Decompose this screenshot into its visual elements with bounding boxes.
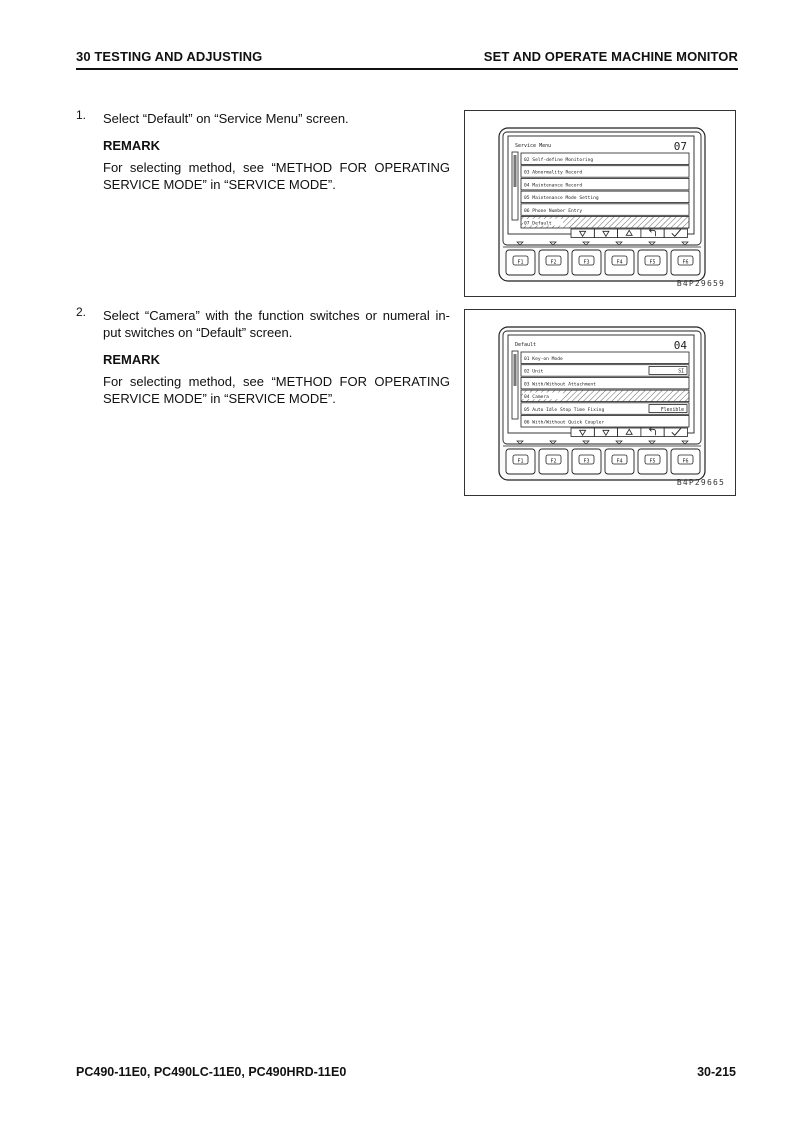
menu-item-label: 05 Auto Idle Stop Time Fixing xyxy=(524,407,605,413)
figure-code: B4P29659 xyxy=(676,279,725,288)
function-key-label: F1 xyxy=(517,458,524,465)
scrollbar-thumb xyxy=(514,155,517,187)
remark-label: REMARK xyxy=(103,352,161,367)
function-key-f3 xyxy=(572,449,601,474)
menu-item-label: 06 Phone Number Entry xyxy=(524,208,583,214)
function-key-label: F3 xyxy=(583,259,590,266)
screen-title: Service Menu xyxy=(515,143,552,149)
menu-item-label: 04 Maintenance Record xyxy=(524,183,583,189)
function-key-f3 xyxy=(572,250,601,275)
monitor-illustration xyxy=(465,310,735,495)
menu-item xyxy=(521,153,689,165)
function-key-f6 xyxy=(671,250,700,275)
menu-item-label: 02 Self-define Monitoring xyxy=(524,158,594,163)
screen-number-box xyxy=(674,140,687,153)
function-key-label: F3 xyxy=(583,458,590,465)
header-rule xyxy=(76,68,738,70)
menu-item-label: 04 Camera xyxy=(524,395,549,401)
function-key-f1 xyxy=(506,250,535,275)
menu-item xyxy=(521,403,689,415)
footer-model: PC490-11E0, PC490LC-11E0, PC490HRD-11E0 xyxy=(76,1065,347,1079)
remark-label: REMARK xyxy=(103,138,161,153)
menu-item-label: 06 With/Without Quick Coupler xyxy=(524,420,605,426)
menu-item-label: 01 Key-on Mode xyxy=(524,357,563,362)
figure-default-screen xyxy=(464,309,736,496)
figure-service-menu xyxy=(464,110,736,297)
step-number: 1. xyxy=(76,108,87,122)
remark-text: For selecting method, see “METHOD FOR OPERATING SERVICE MODE” in “SERVICE MODE”. xyxy=(103,160,450,192)
screen-number: 04 xyxy=(673,339,687,352)
menu-item-value: SI xyxy=(678,369,684,375)
function-key-f2 xyxy=(539,449,568,474)
function-key-label: F5 xyxy=(649,458,656,465)
monitor-illustration xyxy=(465,111,735,296)
menu-item xyxy=(521,204,689,216)
step-instruction: Select “Camera” with the function switches or numeral in-put switches on “Default” screen. xyxy=(103,308,450,340)
menu-item xyxy=(521,191,689,203)
step-instruction: Select “Default” on “Service Menu” screen. xyxy=(103,111,349,126)
menu-item xyxy=(521,166,689,178)
step-number: 2. xyxy=(76,305,87,319)
header-page-topic: SET AND OPERATE MACHINE MONITOR xyxy=(483,49,738,64)
function-key-label: F6 xyxy=(682,259,689,266)
function-key-f4 xyxy=(605,449,634,474)
function-key-label: F5 xyxy=(649,259,656,266)
menu-item xyxy=(521,416,689,428)
screen-number: 07 xyxy=(673,140,687,153)
function-key-label: F4 xyxy=(616,259,623,266)
menu-item xyxy=(521,178,689,190)
function-key-f6 xyxy=(671,449,700,474)
menu-item-label: 03 Abnormality Record xyxy=(524,170,583,176)
step-2 xyxy=(76,307,450,407)
step-1 xyxy=(76,110,450,193)
guide-cell xyxy=(664,428,687,437)
function-key-f4 xyxy=(605,250,634,275)
function-key-f2 xyxy=(539,250,568,275)
menu-item-label: 07 Default xyxy=(524,221,552,227)
menu-item-label: 02 Unit xyxy=(524,369,544,375)
function-key-f5 xyxy=(638,250,667,275)
menu-item xyxy=(521,377,689,389)
function-key-label: F6 xyxy=(682,458,689,465)
screen-number-box xyxy=(674,339,688,352)
function-key-label: F2 xyxy=(550,458,557,465)
menu-item xyxy=(521,365,689,377)
guide-cell xyxy=(664,229,687,238)
menu-item-value: Flexible xyxy=(660,407,684,413)
menu-item-selected xyxy=(521,217,689,229)
menu-item-label: 05 Maintenance Mode Setting xyxy=(524,196,599,202)
header-section-title: 30 TESTING AND ADJUSTING xyxy=(76,49,263,64)
remark-text: For selecting method, see “METHOD FOR OPERATING SERVICE MODE” in “SERVICE MODE”. xyxy=(103,374,450,406)
menu-item-selected xyxy=(521,390,689,402)
function-key-label: F4 xyxy=(616,458,623,465)
menu-item-label: 03 With/Without Attachment xyxy=(524,382,596,388)
footer-page-number: 30-215 xyxy=(697,1065,736,1079)
function-key-f1 xyxy=(506,449,535,474)
scrollbar-thumb xyxy=(514,354,517,386)
menu-item xyxy=(521,352,689,364)
function-key-label: F1 xyxy=(517,259,524,266)
screen-title: Default xyxy=(515,342,537,348)
function-key-f5 xyxy=(638,449,667,474)
function-key-label: F2 xyxy=(550,259,557,266)
figure-code: B4P29665 xyxy=(676,478,725,487)
